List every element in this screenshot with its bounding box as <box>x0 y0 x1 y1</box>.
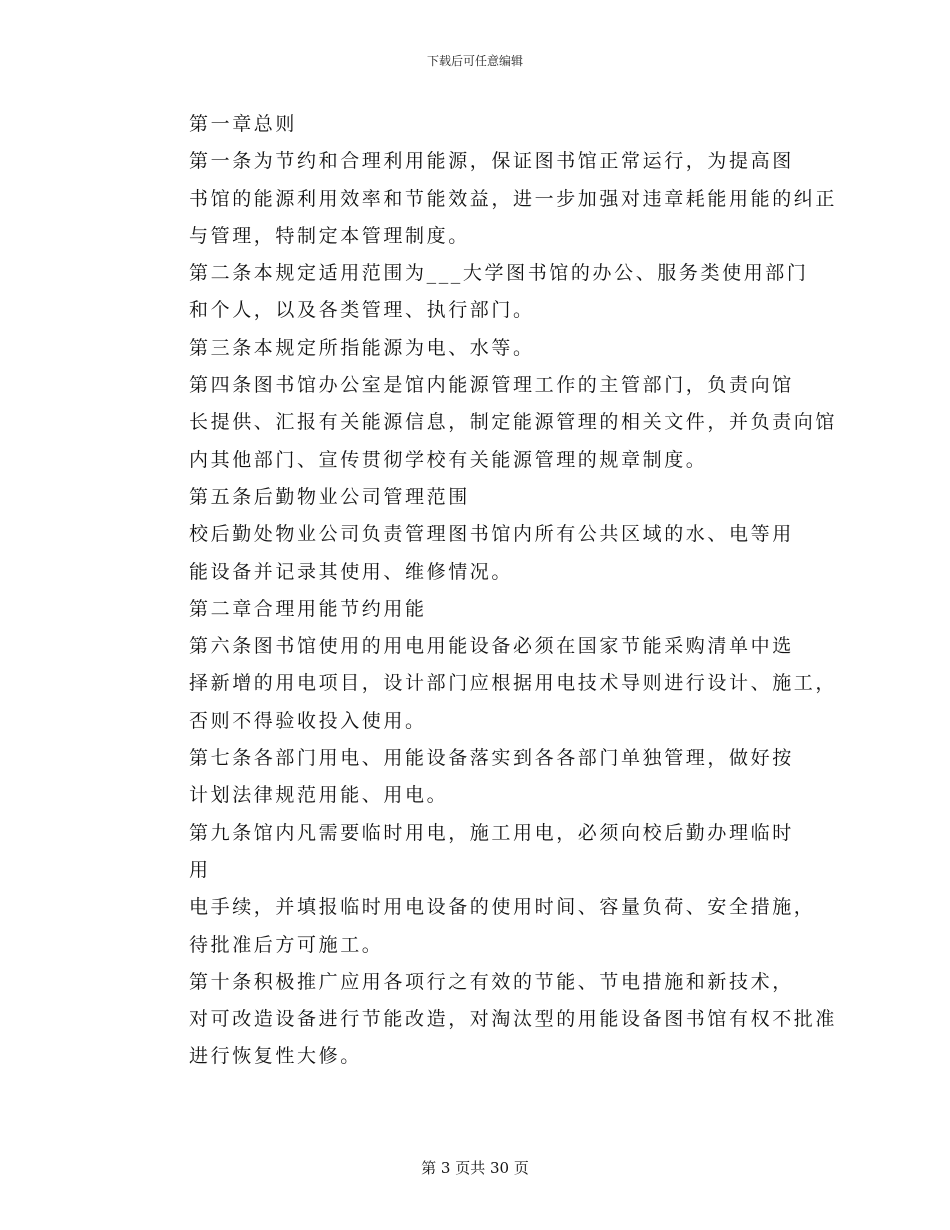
paragraph <box>142 330 806 367</box>
text-line: 用 <box>189 858 211 881</box>
text-line: 与管理，特制定本管理制度。 <box>189 224 470 247</box>
text-line: 待批准后方可施工。 <box>189 933 384 956</box>
text-line: 第二条本规定适用范围为___大学图书馆的办公、服务类使用部门 <box>189 262 809 285</box>
text-line: 能设备并记录其使用、维修情况。 <box>189 560 514 583</box>
paragraph <box>142 143 838 255</box>
text-line: 计划法律规范用能、用电。 <box>189 784 449 807</box>
text-line: 第十条积极推广应用各项行之有效的节能、节电措施和新技术， <box>189 970 794 993</box>
text-line: 校后勤处物业公司负责管理图书馆内所有公共区域的水、电等用 <box>189 523 794 546</box>
text-line: 长提供、汇报有关能源信息，制定能源管理的相关文件，并负责向馆 <box>189 411 838 434</box>
paragraph <box>142 815 806 890</box>
text-line: 内其他部门、宣传贯彻学校有关能源管理的规章制度。 <box>189 448 708 471</box>
page-number: 第 3 页共 30 页 <box>421 1159 529 1177</box>
text-line: 择新增的用电项目，设计部门应根据用电技术导则进行设计、施工， <box>189 672 838 695</box>
paragraph <box>142 964 838 1076</box>
text-line: 进行恢复性大修。 <box>189 1045 362 1068</box>
text-line: 第七条各部门用电、用能设备落实到各各部门单独管理，做好按 <box>189 747 794 770</box>
text-line: 第九条馆内凡需要临时用电，施工用电，必须向校后勤办理临时 <box>189 821 794 844</box>
paragraph <box>142 889 816 964</box>
page-header: 下载后可任意编辑 <box>426 54 523 68</box>
paragraph <box>142 740 806 815</box>
text-line: 电手续，并填报临时用电设备的使用时间、容量负荷、安全措施， <box>189 896 816 919</box>
text-line: 第一章总则 <box>189 113 298 135</box>
paragraph <box>142 591 806 628</box>
paragraph <box>142 628 838 740</box>
text-line: 第二章合理用能节约用能 <box>189 597 427 620</box>
text-line: 第五条后勤物业公司管理范围 <box>189 485 470 508</box>
paragraph <box>142 479 806 516</box>
text-line: 第六条图书馆使用的用电用能设备必须在国家节能采购清单中选 <box>189 635 794 658</box>
text-line: 第三条本规定所指能源为电、水等。 <box>189 336 535 359</box>
text-line: 第一条为节约和合理利用能源，保证图书馆正常运行，为提高图 <box>189 150 794 173</box>
paragraph <box>142 516 806 591</box>
paragraph <box>142 106 806 143</box>
text-line: 书馆的能源利用效率和节能效益，进一步加强对违章耗能用能的纠正 <box>189 187 838 210</box>
text-line: 对可改造设备进行节能改造，对淘汰型的用能设备图书馆有权不批准 <box>189 1008 838 1031</box>
text-line: 否则不得验收投入使用。 <box>189 709 427 732</box>
text-line: 第四条图书馆办公室是馆内能源管理工作的主管部门，负责向馆 <box>189 374 794 397</box>
document-body <box>142 106 838 1076</box>
paragraph <box>142 255 809 330</box>
text-line: 和个人，以及各类管理、执行部门。 <box>189 299 535 322</box>
paragraph <box>142 367 838 479</box>
